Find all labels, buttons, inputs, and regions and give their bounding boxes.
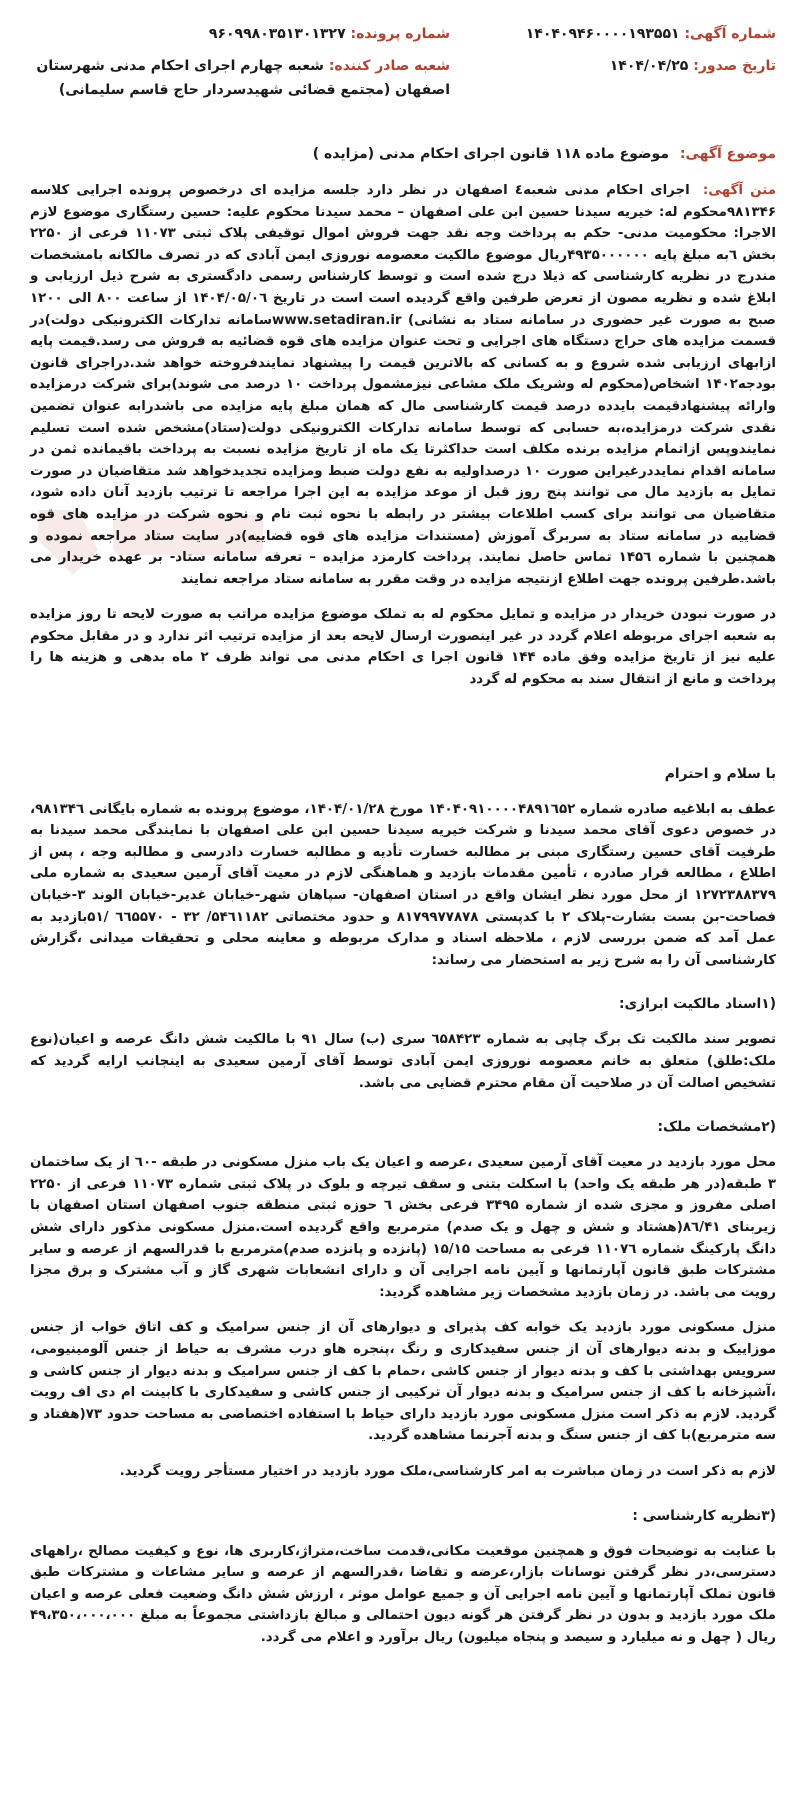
paragraph-3: عطف به ابلاغیه صادره شماره ۱۴۰۴۰۹۱۰۰۰۰۴۸۹۱٦۵۲ مورخ ۱۴۰۴/۰۱/۲۸، موضوع پرونده به شماره بایگانی ۹۸۱۳۴٦، در خصوص دعوی آقای محمد سیدنا و شرکت خیریه سیدنا حسین ابن علی اصفهان با نمایندگی محمد سیدنا به طرفیت آقای حسین رستگاری مبنی بر مطالبه خسارت تأدیه و مطالبه خسارت دادرسی و مطالبه وجه ، پس از اطلاع ، مطالعه قرار صادره ، تأمین مقدمات بازدید و هماهنگی لازم در معیت آقای آرمین سعیدی به شماره ملی ۱۲۷۲۳۸۸۳۷۹ از محل مورد نظر ایشان واقع در استان اصفهان- سپاهان شهر-خیابان غدیر-خیابان الوند ۳-خیابان فصاحت-بن بست بشارت-پلاک ۲ با کدپستی ۸۱۷۹۹۷۷۸۷۸ و حدود مختصاتی ۵۴٦۱۱۸۲/ ۳۲ - ٦٦۵۵۷۰ /۵۱بازدید به عمل آمد که ضمن بررسی لازم ، ملاحظه اسناد و مدارک مربوطه و معاینه محلی و تحقیقات میدانی ،گزارش کارشناسی آن را به شرح زیر به استحضار می رساند: — [30, 801, 776, 968]
issuer-row — [30, 54, 450, 102]
subject-row — [30, 142, 776, 166]
subject-text: موضوع ماده ۱۱۸ قانون اجرای احکام مدنی (مزایده ) — [312, 146, 669, 162]
section-2-text-a: محل مورد بازدید در معیت آقای آرمین سعیدی ،عرصه و اعیان یک باب منزل مسکونی در طبقه -٦۰ از یک ساختمان ۳ طبقه(در هر طبقه یک واحد) با اسکلت بتنی و سقف تیرچه و بلوک در پلاک ثبتی شماره ۱۱۰۷۳ فرعی از ۲۲۵۰ اصلی مفروز و مجزی شده از شماره ۳۴۹۵ فرعی بخش ٦ حوزه ثبتی منطقه جنوب اصفهان استان اصفهان با زیربنای ۸٦/۴۱(هشتاد و شش و چهل و یک صدم) مترمربع واقع گردیده است.منزل مسکونی مذکور دارای شش دانگ پارکینگ شماره ۱۱۰۷٦ فرعی به مساحت ۱۵/۱۵ (پانزده و پانزده صدم)مترمربع با قدرالسهم از عرصه و سایر مشترکات طبق قانون آپارتمانها و آیین نامه اجرایی آن و دارای انشعابات شهری گاز و آب مشترک و برق مجزا رویت می باشد. در زمان بازدید مشخصات زیر مشاهده گردید: — [30, 1155, 776, 1300]
section-1-text: تصویر سند مالکیت تک برگ چاپی به شماره ٦۵۸۴۲۳ سری (ب) سال ۹۱ با مالکیت شش دانگ عرصه و اعیان(نوع ملک:طلق) متعلق به خانم معصومه نوروزی ایمن آبادی توسط آقای آرمین سعیدی به اینجانب ارایه گردید که تشخیص اصالت آن در صلاحیت آن مقام محترم قضایی می باشد. — [30, 1032, 776, 1091]
ad-number-label: شماره آگهی: — [684, 26, 776, 42]
section-2-text-c: لازم به ذکر است در زمان مباشرت به امر کارشناسی،ملک مورد بازدید در اختیار مستأجر رویت گردید. — [119, 1463, 776, 1479]
header-meta-left — [30, 22, 450, 102]
notice-label: متن آگهی: — [702, 183, 776, 198]
section-3-heading: (۳نظریه کارشناسی : — [632, 1507, 776, 1524]
ad-number-row — [476, 22, 776, 46]
header-meta — [30, 22, 776, 102]
issue-date-row — [476, 54, 776, 78]
notice-text: اجرای احکام مدنی شعبه٤ اصفهان در نظر دارد جلسه مزایده ای درخصوص پرونده اجرایی کلاسه ۹۸۱۳۴۶محکوم له: خیریه سیدنا حسین ابن علی اصفهان – محمد سیدنا محکوم علیه: حسین رستگاری موضوع لازم الاجرا: محکومیت مدنی- حکم به پرداخت وجه نقد جهت فروش اموال توقیفی پلاک ثبتی ۱۱۰۷۳ فرعی از ۲۲۵۰ بخش ٦به مبلغ پایه ۴۹۳۵۰۰۰۰۰۰ریال موضوع مالکیت معصومه نوروزی ایمن آبادی که در تصرف مالکانه بامشخصات مندرج در نظریه کارشناسی که ذیلا درج شده است و توسط کارشناس رسمی دادگستری به شرح ذیل ارزیابی و ابلاغ شده و نظریه مصون از تعرض طرفین واقع گردیده است است در تاریخ ۱۴۰۴/۰۵/۰٦ از ساعت ۸۰۰ الی ۱۲۰۰ صبح به صورت غیر حضوری در سامانه ستاد به نشانی) www.setadiran.irسامانه تدارکات الکترونیکی دولت)در قسمت مزایده های حراج دستگاه های اجرایی و تحت عنوان مزایده های قوه قضائیه به فروش می رسد.قیمت پایه ازابهای ارزیابی شده شروع و به کسانی که بالاترین قیمت را پیشنهاد نمایندفروخته خواهد شد.دراجرای قانون بودجه۱۴۰۲ اشخاص(محکوم له وشریک ملک مشاعی نیزمشمول پرداخت ۱۰ درصد می شوند)برای شرکت درمزایده وارائه پیشنهادقیمت بایدده درصد قیمت کارشناسی مال که همان مبلغ پایه مزایده می باشدرابه عنوان تضمین نقدی شرکت درمزایده،به حسابی که توسط سامانه تدارکات الکترونیکی دولت(ستاد)مشخص شده است تسلیم نمایندوپس ازاتمام مزایده برنده مکلف است حداکثرتا یک ماه از تاریخ مزایده نسبت به پرداخت باقیمانده ثمن در سامانه اقدام نمایددرغیراین صورت ۱۰ درصداولیه به نفع دولت ضبط ومزایده تجدیدخواهد شد متقاضیان در صورت تمایل به بازدید مال می توانند پنج روز قبل از موعد مزایده به این اجرا مراجعه تا ترتیب بازدید آنان داده شود، متقاضیان می توانند برای کسب اطلاعات بیشتر در رابطه با نحوه ثبت نام و نحوه شرکت در مزایده های قوه قضاییه در سامانه ستاد به سربرگ آموزش (مستندات مزایده های قوه قضاییه)در سایت ستاد مراجعه نموده و همچنین با شماره ۱۴۵٦ تماس حاصل نمایند. پرداخت کارمزد مزایده – تعرفه سامانه ستاد- بر عهده خریدار می باشد.طرفین پرونده جهت اطلاع ازنتیجه مزایده در وقت مقرر به سامانه ستاد مراجعه نمایند — [30, 183, 777, 587]
section-3-text: با عنایت به توضیحات فوق و همچنین موقعیت مکانی،قدمت ساخت،متراژ،کاربری ها، نوع و کیفیت مصالح ،راههای دسترسی،در نظر گرفتن نوسانات بازار،عرضه و تقاضا ،قدرالسهم از عرصه و سایر مشاعات و مشترکات طبق قانون تملک آپارتمانها و آیین نامه اجرایی آن و جمیع عوامل موثر ، ارزش شش دانگ وضعیت فعلی عرصه و اعیان ملک مورد بازدید و بدون در نظر گرفتن هر گونه دیون احتمالی و مبالغ بازداشتی مجموعاً به مبلغ ۴۹،۳۵۰،۰۰۰،۰۰۰ ریال ( چهل و نه میلیارد و سیصد و پنجاه میلیون) ریال برآورد و اعلام می گردد. — [30, 1543, 776, 1645]
issue-date-label: تاریخ صدور: — [693, 58, 776, 74]
issuer: شعبه چهارم اجرای احکام مدنی شهرستان اصفهان (مجتمع قضائی شهیدسردار حاج قاسم سلیمانی) — [36, 58, 450, 98]
paragraph-2: در صورت نبودن خریدار در مزایده و تمایل محکوم له به تملک موضوع مزایده مراتب به صورت لایحه تا روز مزایده به شعبه اجرای مربوطه اعلام گردد در غیر اینصورت ارسال لایحه بعد از مزایده ترتیب اثر ندارد و در مقابل محکوم علیه نیز از تاریخ مزایده وفق ماده ۱۴۴ قانون اجرا ی احکام مدنی می تواند ظرف ۲ ماه بدهی و هزینه ها را پرداخت و مانع از انتقال سند به محکوم له گردد — [30, 607, 776, 688]
issuer-label: شعبه صادر کننده: — [328, 58, 450, 74]
greeting: با سلام و احترام — [664, 765, 776, 782]
case-number-label: شماره پرونده: — [350, 26, 450, 42]
case-number: ۹۶۰۹۹۸۰۳۵۱۳۰۱۳۲۷ — [208, 26, 346, 42]
subject-label: موضوع آگهی: — [679, 146, 776, 162]
issue-date: ۱۴۰۴/۰۴/۲۵ — [609, 58, 689, 74]
case-number-row — [30, 22, 450, 46]
section-2-text-b: منزل مسکونی مورد بازدید یک خوابه کف پذیرای و دیوارهای آن از جنس سرامیک و کف اتاق خواب از جنس موزاییک و بدنه دیوارهای آن از جنس سفیدکاری و رنگ ،پنجره هاو درب مشرف به حیاط از جنس آلومینیومی، سرویس بهداشتی با کف و بدنه دیوار از جنس کاشی ،حمام با کف از جنس سرامیک و بدنه دیوار از جنس کاشی و ،آشپزخانه با کف از جنس سرامیک و بدنه دیوار آن ترکیبی از جنس کاشی و سفیدکاری با کابینت ام دی اف رویت گردید. لازم به ذکر است منزل مسکونی مورد بازدید دارای حیاط با استفاده اختصاصی به مساحت حدود ۷۳(هفتاد و سه مترمربع)با کف از جنس سنگ و بدنه آجرنما مشاهده گردید. — [30, 1320, 776, 1444]
header-meta-right — [476, 22, 776, 78]
section-2-heading: (۲مشخصات ملک: — [657, 1119, 776, 1136]
section-1-heading: (۱اسناد مالکیت ابرازی: — [618, 996, 776, 1013]
notice-body — [30, 180, 776, 590]
ad-number: ۱۴۰۴۰۹۴۶۰۰۰۰۱۹۳۵۵۱ — [525, 26, 680, 42]
